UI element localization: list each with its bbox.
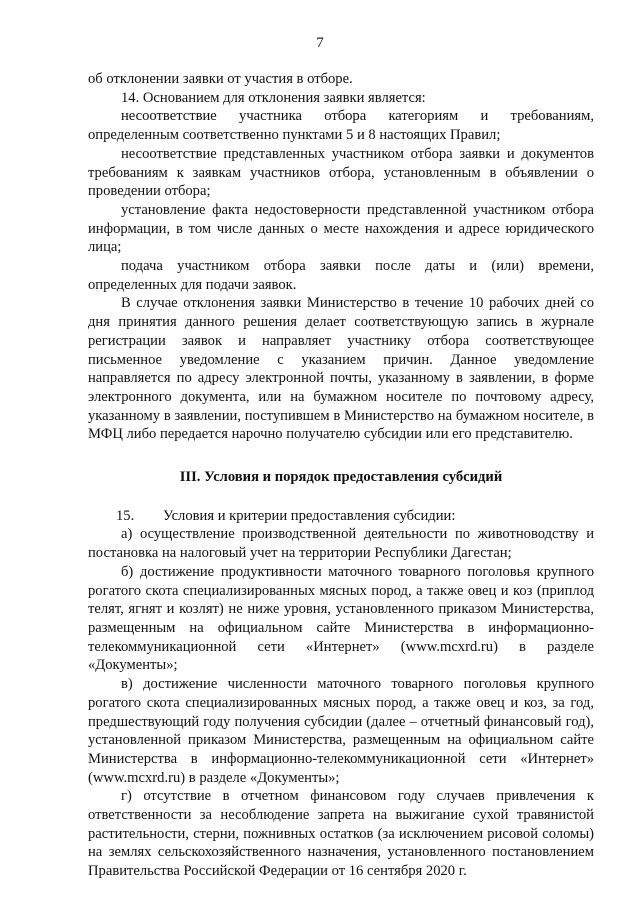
- clause-15-number: 15.: [116, 507, 135, 524]
- clause-15-text: Условия и критерии предоставления субсидии:: [163, 507, 456, 524]
- document-body: [88, 70, 594, 881]
- rejection-reason-1: несоответствие участника отбора категориям и требованиям, определенным соответственно пунктами 5 и 8 настоящих Правил;: [88, 108, 594, 144]
- rejection-notice-paragraph: В случае отклонения заявки Министерство в течение 10 рабочих дней со дня принятия данного решения делает соответствующую запись в журнале регистрации заявок и направляет участнику отбора соответствующее письменное уведомление с указанием причин. Данное уведомление направляется по адресу электронной почты, указанному в заявлении, в форме электронного документа, или на бумажном носителе по почтовому адресу, указанному в заявлении, поступившем в Министерство на бумажном носителе, в МФЦ либо передается нарочно получателю субсидии или его представителю.: [88, 295, 594, 443]
- condition-a: а) осуществление производственной деятельности по животноводству и постановка на налоговый учет на территории Республики Дагестан;: [88, 526, 594, 562]
- clause-15-heading: [88, 507, 594, 526]
- paragraph-continuation: об отклонении заявки от участия в отборе.: [88, 71, 353, 87]
- condition-b: б) достижение продуктивности маточного товарного поголовья крупного рогатого скота специализированных мясных пород, а также овец и коз (приплод телят, ягнят и козлят) не ниже уровня, установленного приказом Министерства, размещенным на официальном сайте Министерства в информационно-телекоммуникационной сети «Интернет» (www.mcxrd.ru) в разделе «Документы»;: [88, 563, 594, 674]
- rejection-reason-4: подача участником отбора заявки после даты и (или) времени, определенных для подачи заявок.: [88, 258, 594, 293]
- clause-14-heading: 14. Основанием для отклонения заявки является:: [121, 89, 426, 106]
- rejection-reason-3: установление факта недостоверности представленной участником отбора информации, в том числе данных о месте нахождения и адресе юридического лица;: [88, 201, 594, 256]
- rejection-reason-2: несоответствие представленных участником отбора заявки и документов требованиям к заявкам участников отбора, установленным в объявлении о проведении отбора;: [88, 145, 594, 200]
- page-number: 7: [316, 35, 324, 51]
- condition-d: г) отсутствие в отчетном финансовом году случаев привлечения к ответственности за несоблюдение запрета на выжигание сухой травянистой растительности, стерни, пожнивных остатков (за исключением рисовой соломы) на землях сельскохозяйственного назначения, установленного постановлением Правительства Российской Федерации от 16 сентября 2020 г.: [88, 788, 594, 880]
- condition-c: в) достижение численности маточного товарного поголовья крупного рогатого скота специализированных мясных пород, а также овец и коз, за год, предшествующий году получения субсидии (далее – отчетный финансовый год), установленной приказом Министерства, размещенным на официальном сайте Министерства в информационно-телекоммуникационной сети «Интернет» (www.mcxrd.ru) в разделе «Документы»;: [88, 676, 594, 786]
- section-heading: III. Условия и порядок предоставления субсидий: [179, 469, 503, 486]
